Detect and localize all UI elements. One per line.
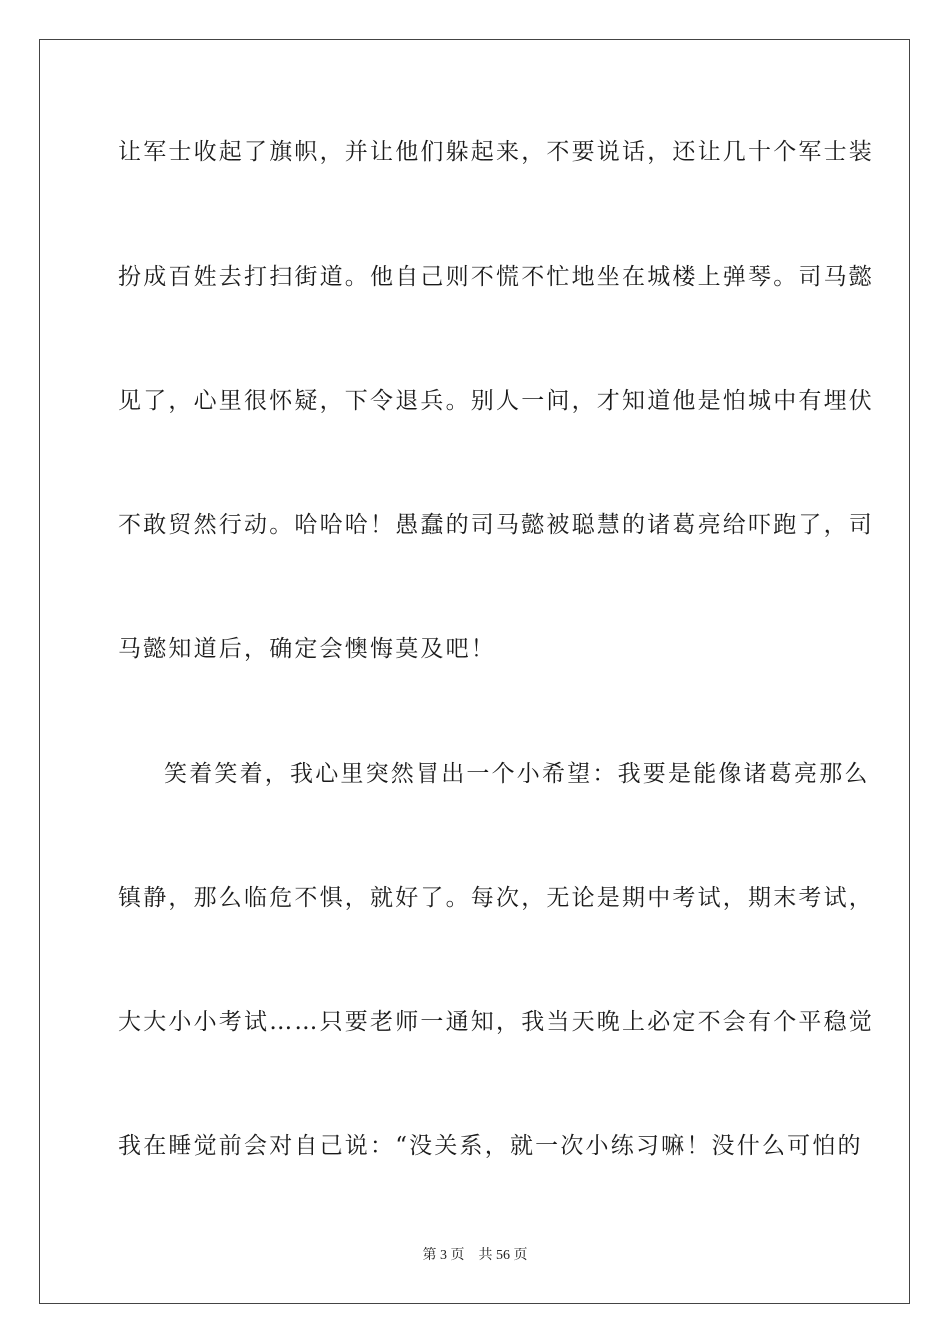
- paragraph-first-line: 笑着笑着，我心里突然冒出一个小希望：我要是能像诸葛亮那么: [164, 761, 870, 787]
- body-text-line-7: 镇静，那么临危不惧，就好了。每次，无论是期中考试，期末考试，: [118, 885, 874, 911]
- body-text-line-8: 大大小小考试……只要老师一通知，我当天晚上必定不会有个平稳觉: [118, 1009, 874, 1035]
- page-number: 第 3 页: [422, 1248, 465, 1263]
- body-text-line-4: 不敢贸然行动。哈哈哈！愚蠢的司马懿被聪慧的诸葛亮给吓跑了，司: [118, 512, 874, 538]
- total-pages: 共 56 页: [478, 1248, 528, 1263]
- body-text-line-9: 我在睡觉前会对自己说：“没关系，就一次小练习嘛！没什么可怕的: [118, 1133, 863, 1159]
- body-text-line-1: 让军士收起了旗帜，并让他们躲起来，不要说话，还让几十个军士装: [118, 139, 874, 165]
- body-text-line-3: 见了，心里很怀疑，下令退兵。别人一问，才知道他是怕城中有埋伏: [118, 388, 874, 414]
- page-border: [39, 39, 910, 1304]
- body-text-line-2: 扮成百姓去打扫街道。他自己则不慌不忙地坐在城楼上弹琴。司马懿: [118, 264, 874, 290]
- body-text-line-5: 马懿知道后，确定会懊悔莫及吧！: [118, 636, 496, 662]
- page-footer: [0, 1247, 950, 1265]
